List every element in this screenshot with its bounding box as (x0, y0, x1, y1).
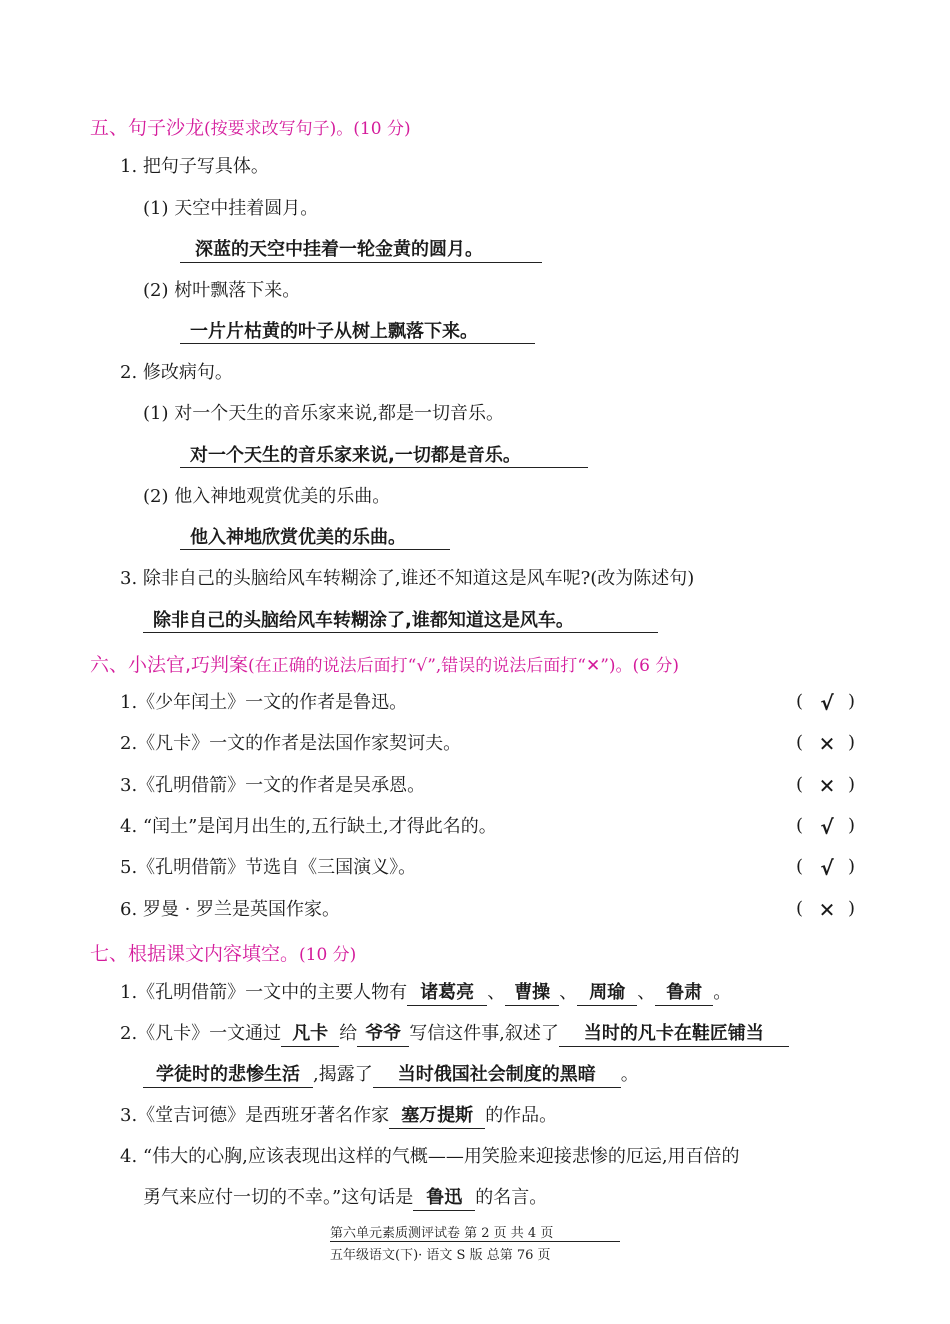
fill-question-2-text: 写信这件事,叙述了 (409, 1023, 559, 1044)
fill-blank: 周瑜 (577, 981, 637, 1006)
fill-question-2-text: ,揭露了 (313, 1064, 373, 1085)
fill-question-2-text: 给 (339, 1023, 358, 1044)
question-5-1-2: (2) 树叶飘落下来。 (143, 280, 301, 301)
section-6-instruction: (在正确的说法后面打“√”,错误的说法后面打“✕”)。(6 分) (248, 656, 680, 676)
answer-5-2-1: 对一个天生的音乐家来说,一切都是音乐。 (190, 445, 521, 466)
section-7-title: 七、根据课文内容填空。 (90, 943, 300, 965)
judge-item-1: 1.《少年闰土》一文的作者是鲁迅。 (120, 692, 408, 713)
check-mark-icon: √ (820, 691, 834, 715)
fill-question-4-text: 勇气来应付一切的不幸。”这句话是 (143, 1187, 414, 1208)
separator: 、 (487, 982, 506, 1003)
answer-5-1-2: 一片片枯黄的叶子从树上飘落下来。 (190, 321, 478, 342)
fill-blank: 鲁肃 (655, 981, 713, 1006)
question-5-3: 3. 除非自己的头脑给风车转糊涂了,谁还不知道这是风车呢?(改为陈述句) (120, 568, 695, 589)
fill-question-4-line2 (143, 1186, 547, 1211)
paren-close: ) (848, 774, 856, 795)
section-5-instruction: (按要求改写句子)。(10 分) (204, 119, 411, 139)
question-5-2: 2. 修改病句。 (120, 362, 233, 383)
paren-open: ( (796, 691, 804, 712)
separator: 、 (559, 982, 578, 1003)
question-5-2-2: (2) 他入神地观赏优美的乐曲。 (143, 486, 391, 507)
paren-open: ( (796, 856, 804, 877)
cross-mark-icon: ✕ (818, 898, 836, 922)
answer-line (180, 549, 450, 550)
fill-blank: 诸葛亮 (407, 981, 487, 1006)
paren-close: ) (848, 856, 856, 877)
question-5-1: 1. 把句子写具体。 (120, 156, 269, 177)
answer-line (180, 467, 588, 468)
fill-question-4-text: 的名言。 (475, 1187, 548, 1208)
fill-blank: 塞万提斯 (389, 1104, 485, 1129)
fill-question-3-text: 的作品。 (485, 1105, 558, 1126)
paren-open: ( (796, 815, 804, 836)
check-mark-icon: √ (820, 856, 834, 880)
section-5-heading (90, 113, 411, 140)
section-7-instruction: (10 分) (299, 945, 357, 965)
fill-blank: 鲁迅 (413, 1186, 475, 1211)
judge-item-5: 5.《孔明借箭》节选自《三国演义》。 (120, 857, 417, 878)
fill-question-2-cont (143, 1063, 639, 1088)
judge-item-4: 4. “闰土”是闰月出生的,五行缺土,才得此名的。 (120, 816, 497, 837)
separator: 、 (637, 982, 656, 1003)
period: 。 (713, 982, 732, 1003)
answer-5-1-1: 深蓝的天空中挂着一轮金黄的圆月。 (195, 239, 483, 260)
fill-question-3-text: 3.《堂吉诃德》是西班牙著名作家 (120, 1105, 390, 1126)
fill-blank: 当时俄国社会制度的黑暗 (373, 1063, 621, 1088)
judge-item-3: 3.《孔明借箭》一文的作者是吴承恩。 (120, 775, 426, 796)
paren-open: ( (796, 774, 804, 795)
answer-line (143, 632, 658, 633)
check-mark-icon: √ (820, 815, 834, 839)
cross-mark-icon: ✕ (818, 774, 836, 798)
footer-line-2: 五年级语文(下)· 语文 S 版 总第 76 页 (330, 1248, 551, 1263)
fill-question-1-text: 1.《孔明借箭》一文中的主要人物有 (120, 982, 408, 1003)
answer-5-3: 除非自己的头脑给风车转糊涂了,谁都知道这是风车。 (153, 610, 574, 631)
question-5-2-1: (1) 对一个天生的音乐家来说,都是一切音乐。 (143, 403, 504, 424)
fill-blank: 学徒时的悲惨生活 (143, 1063, 313, 1088)
paren-open: ( (796, 732, 804, 753)
fill-blank: 当时的凡卡在鞋匠铺当 (559, 1022, 789, 1047)
answer-line (180, 343, 535, 344)
footer-divider (330, 1241, 620, 1242)
judge-item-6: 6. 罗曼 · 罗兰是英国作家。 (120, 899, 341, 920)
paren-close: ) (848, 815, 856, 836)
answer-5-2-2: 他入神地欣赏优美的乐曲。 (190, 527, 406, 548)
cross-mark-icon: ✕ (818, 732, 836, 756)
fill-blank: 凡卡 (281, 1022, 339, 1047)
paren-close: ) (848, 691, 856, 712)
fill-question-2-text: 2.《凡卡》一文通过 (120, 1023, 282, 1044)
fill-blank: 爷爷 (357, 1022, 409, 1047)
fill-question-3 (120, 1104, 557, 1129)
judge-item-2: 2.《凡卡》一文的作者是法国作家契诃夫。 (120, 733, 462, 754)
section-6-title: 六、小法官,巧判案 (90, 654, 249, 676)
paren-close: ) (848, 732, 856, 753)
paren-close: ) (848, 898, 856, 919)
footer-line-1: 第六单元素质测评试卷 第 2 页 共 4 页 (330, 1226, 554, 1241)
fill-question-2 (120, 1022, 789, 1047)
fill-blank: 曹操 (505, 981, 559, 1006)
period: 。 (620, 1064, 639, 1085)
section-7-heading (90, 939, 356, 966)
question-5-1-1: (1) 天空中挂着圆月。 (143, 198, 319, 219)
paren-open: ( (796, 898, 804, 919)
fill-question-4-line1: 4. “伟大的心胸,应该表现出这样的气概——用笑脸来迎接悲惨的厄运,用百倍的 (120, 1146, 740, 1167)
answer-line (180, 262, 542, 263)
section-5-title: 五、句子沙龙 (90, 117, 205, 139)
section-6-heading (90, 650, 679, 677)
fill-question-1 (120, 981, 731, 1006)
